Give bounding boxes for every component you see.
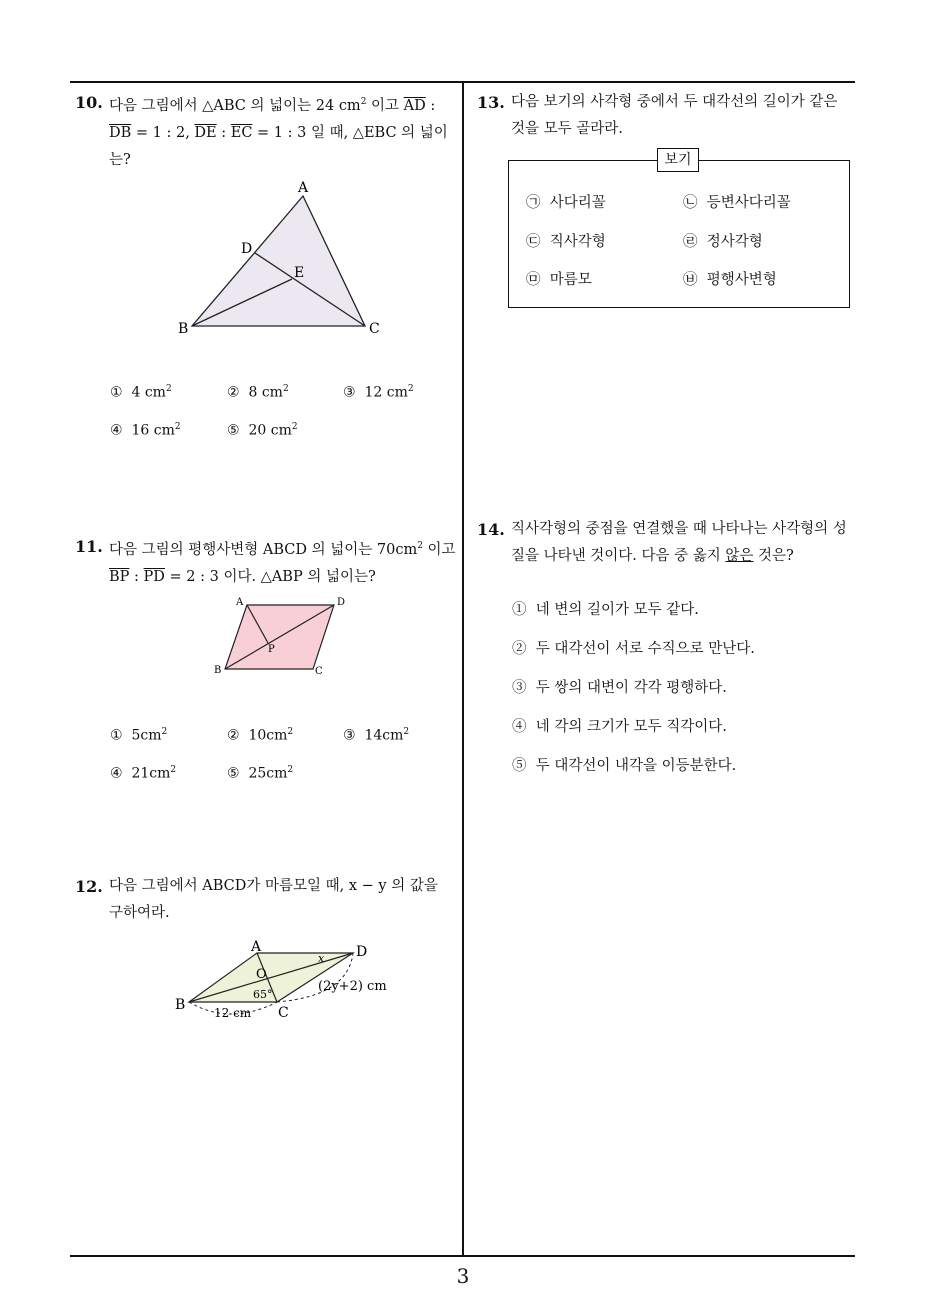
question-text [511,516,862,570]
choice-mark: ⑤ [227,422,240,439]
choice-text: 20 cm [248,422,292,439]
superscript: 2 [287,727,294,737]
question-number: 10. [75,93,103,112]
label-d: D [337,597,346,608]
text-segment: : [216,124,231,141]
choice-text: 8 cm [248,384,283,401]
choice-3[interactable] [343,384,414,401]
question-line: 다음 보기의 사각형 중에서 두 대각선의 길이가 같은 [511,94,838,110]
superscript: 2 [165,384,172,394]
label-e: E [294,265,305,281]
choice-1[interactable] [110,727,167,744]
choice-4[interactable] [110,765,176,782]
label-d: D [241,241,253,257]
label-p: P [268,644,275,655]
segment-pd: $\overline{PD}$ [143,568,165,585]
label-c: C [369,321,380,337]
choice-text: 14cm [364,727,404,744]
choice-text: 10cm [248,727,288,744]
superscript: 2 [417,541,423,551]
bogi-title: 보기 [657,148,699,172]
label-c: C [278,1005,289,1021]
label-a: A [236,597,244,608]
bogi-mark: ㉠ [526,195,541,211]
question-line [109,564,460,591]
segment-de: $\overline{DE}$ [194,124,217,141]
label-side-cd: (2y+2) cm [318,979,387,994]
text-segment: 다음 그림에서 △ABC 의 넓이는 24 cm [109,97,361,114]
bogi-item [683,191,791,212]
bogi-mark: ㉥ [683,272,698,288]
label-a: A [251,939,262,955]
text-segment: : [425,97,436,114]
superscript: 2 [291,422,298,432]
question-number: 12. [75,877,103,896]
text-segment: = 1 : 2, [131,124,195,141]
superscript: 2 [174,422,181,432]
segment-ec: $\overline{EC}$ [230,124,253,141]
triangle-abc [192,196,365,326]
choice-mark: ③ [343,727,356,744]
choice-mark: ② [512,641,527,657]
bogi-item [683,230,763,251]
bogi-item [526,268,592,289]
question-text [109,533,460,591]
underlined-word: 않은 [725,548,754,564]
choice-mark: ① [110,384,123,401]
superscript: 2 [170,765,177,775]
label-d: D [356,944,368,960]
question-10 [75,89,460,174]
choice-text: 네 각의 크기가 모두 직각이다. [535,719,727,735]
bogi-mark: ㉡ [683,195,698,211]
bogi-item [526,230,606,251]
segment-db: $\overline{DB}$ [109,124,132,141]
bogi-text: 정사각형 [706,234,763,250]
question-number: 11. [75,537,103,556]
choice-1[interactable] [512,598,699,619]
question-text [511,89,862,143]
superscript: 2 [407,384,414,394]
choice-5[interactable] [227,422,298,439]
text-segment: 이고 [366,97,404,114]
bogi-mark: ㉢ [526,234,541,250]
bogi-text: 사다리꼴 [549,195,606,211]
label-c: C [315,666,323,677]
choice-mark: ② [227,727,240,744]
choice-3[interactable] [512,676,727,697]
choice-1[interactable] [110,384,172,401]
label-b: B [214,665,222,676]
page-number: 3 [456,1264,470,1288]
label-b: B [175,997,186,1013]
text-segment: 것은? [753,548,794,564]
label-a: A [298,180,309,196]
column-divider [462,81,464,1257]
question-line: 것을 모두 골라라. [511,121,623,137]
choice-mark: ⑤ [227,765,240,782]
question-number: 14. [477,520,505,539]
choice-mark: ③ [343,384,356,401]
question-line [109,89,460,120]
superscript: 2 [360,97,367,107]
parallelogram-figure [208,592,358,680]
bogi-mark: ㉣ [683,234,698,250]
text-segment: 질을 나타낸 것이다. 다음 중 옳지 [511,548,726,564]
choice-4[interactable] [512,715,727,736]
bogi-text: 직사각형 [549,234,606,250]
bogi-item [526,191,606,212]
label-angle: 65° [253,988,273,1001]
superscript: 2 [161,727,168,737]
superscript: 2 [403,727,410,737]
superscript: 2 [282,384,289,394]
choice-text: 두 쌍의 대변이 각각 평행하다. [535,680,727,696]
text-segment: 다음 그림의 평행사변형 ABCD 의 넓이는 70cm [109,541,418,558]
choice-mark: ② [227,384,240,401]
question-line: 직사각형의 중점을 연결했을 때 나타나는 사각형의 성 [511,521,847,537]
question-line [109,533,460,564]
choice-2[interactable] [227,384,289,401]
choice-text: 두 대각선이 내각을 이등분한다. [535,758,737,774]
choice-2[interactable] [227,727,293,744]
question-line [109,120,460,147]
label-x: x [318,952,325,965]
question-11 [75,533,460,591]
question-text [109,89,460,174]
choice-mark: ④ [512,719,527,735]
text-segment: : [129,568,144,585]
bogi-text: 평행사변형 [706,272,777,288]
question-12 [75,873,460,927]
question-line: 는? [109,151,131,168]
choice-5[interactable] [227,765,293,782]
bogi-item [683,268,777,289]
label-o: O [256,967,267,982]
choice-text: 21cm [131,765,171,782]
choice-mark: ③ [512,680,527,696]
choice-text: 12 cm [364,384,408,401]
choice-mark: ① [110,727,123,744]
choice-2[interactable] [512,637,755,658]
choice-5[interactable] [512,754,736,775]
label-b: B [178,321,189,337]
choice-text: 5cm [131,727,162,744]
triangle-figure [170,176,390,341]
choice-3[interactable] [343,727,409,744]
text-segment: = 2 : 3 이다. △ABP 의 넓이는? [164,568,376,585]
choice-text: 4 cm [131,384,166,401]
segment-bp: $\overline{BP}$ [109,568,130,585]
question-text [109,873,460,927]
question-13 [477,89,862,143]
choice-mark: ⑤ [512,758,527,774]
bogi-text: 마름모 [549,272,592,288]
choice-text: 25cm [248,765,288,782]
text-segment: 이고 [422,541,456,558]
text-segment: = 1 : 3 일 때, △EBC 의 넓이 [252,124,448,141]
question-14 [477,516,862,570]
choice-mark: ④ [110,422,123,439]
label-side-bc: 12 cm [214,1006,252,1020]
bogi-text: 등변사다리꼴 [706,195,791,211]
question-line [511,543,862,570]
bogi-mark: ㉤ [526,272,541,288]
question-line: 구하여라. [109,905,170,921]
superscript: 2 [287,765,294,775]
choice-4[interactable] [110,422,181,439]
segment-ad: $\overline{AD}$ [403,97,426,114]
choice-text: 두 대각선이 서로 수직으로 만난다. [535,641,755,657]
rhombus-figure [170,936,400,1024]
bottom-rule [70,1255,855,1257]
question-line: 다음 그림에서 ABCD가 마름모일 때, x − y 의 값을 [109,878,438,894]
choice-mark: ① [512,602,527,618]
question-number: 13. [477,93,505,112]
choice-mark: ④ [110,765,123,782]
choice-text: 네 변의 길이가 모두 같다. [535,602,699,618]
choice-text: 16 cm [131,422,175,439]
